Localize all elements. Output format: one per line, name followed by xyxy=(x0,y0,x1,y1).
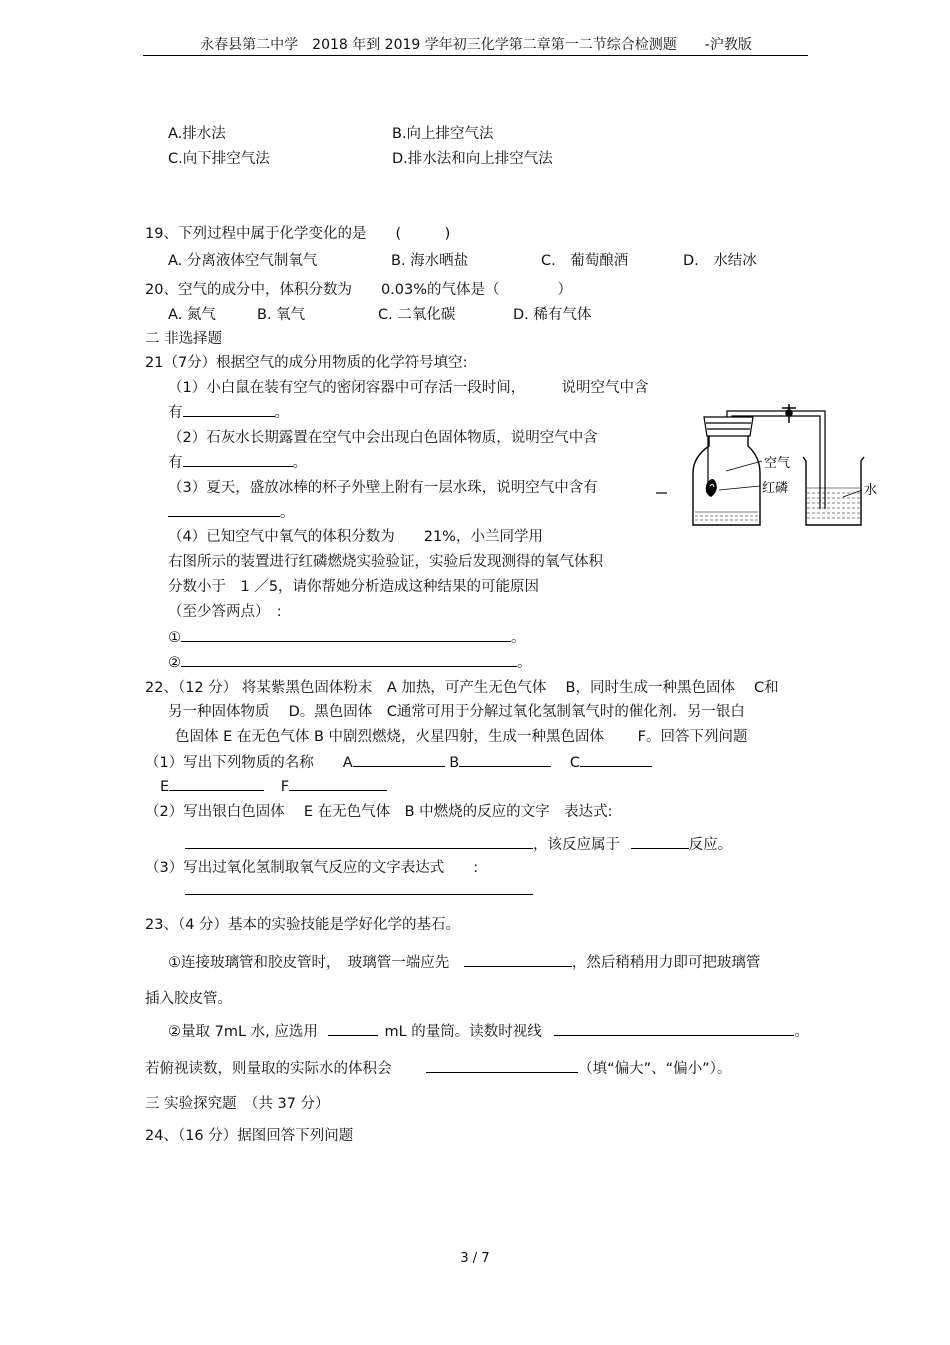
q20-stem: 20、空气的成分中，体积分数为 0.03%的气体是（ ） xyxy=(145,282,573,298)
q18-option-a: A.排水法 xyxy=(168,126,226,142)
q19-option-b: B. 海水晒盐 xyxy=(391,253,469,269)
q22-sub3-answer-line xyxy=(185,880,533,899)
q22-blank-a[interactable] xyxy=(353,752,445,767)
q23-part3: 若俯视读数，则量取的实际水的体积会 （填“偏大”、“偏小”）。 xyxy=(145,1057,731,1078)
q22-sub3: （3）写出过氧化氢制取氧气反应的文字表达式 : xyxy=(145,860,479,876)
q18-option-c: C.向下排空气法 xyxy=(168,151,270,167)
q22-blank-e[interactable] xyxy=(169,776,264,791)
label-air: 空气 xyxy=(764,456,791,471)
q21-part3-answer-line: 。 xyxy=(168,501,295,522)
air-label-pointer xyxy=(726,461,762,471)
beaker-water xyxy=(807,488,860,518)
q22-h2o2-blank[interactable] xyxy=(185,880,533,895)
q21-reason-1-blank[interactable] xyxy=(181,627,511,642)
q21-part2: （2）石灰水长期露置在空气中会出现白色固体物质，说明空气中含 xyxy=(168,430,598,446)
q21-reason-2-blank[interactable] xyxy=(181,652,517,667)
q21-part4-line3: 分数小于 1 ／5，请你帮她分析造成这种结果的可能原因 xyxy=(168,579,540,595)
q22-blank-c[interactable] xyxy=(580,752,652,767)
q22-sub1-line2: E F xyxy=(160,776,387,795)
section-2-heading: 二 非选择题 xyxy=(145,331,223,347)
q21-stem: 21（7分）根据空气的成分用物质的化学符号填空: xyxy=(145,355,468,371)
q22-sub2: （2）写出银白色固体 E 在无色气体 B 中燃烧的反应的文字 表达式: xyxy=(145,804,613,820)
page-number: 3 / 7 xyxy=(460,1251,490,1266)
q18-option-d: D.排水法和向上排空气法 xyxy=(392,151,553,167)
label-red-phosphorus: 红磷 xyxy=(762,481,789,496)
q23-blank-1[interactable] xyxy=(464,952,572,967)
q22-reaction-type-blank[interactable] xyxy=(631,834,689,849)
q21-part2-answer-line: 有 。 xyxy=(168,451,307,472)
q24-stem: 24、（16 分）据图回答下列问题 xyxy=(145,1128,354,1144)
q23-blank-cylinder[interactable] xyxy=(328,1021,378,1036)
page-header: 永春县第二中学 2018 年到 2019 学年初三化学第二章第一二节综合检测题 -沪教版 xyxy=(200,37,752,53)
clamp xyxy=(782,404,796,423)
q18-option-b: B.向上排空气法 xyxy=(392,126,494,142)
red-phosphorus-apparatus-figure xyxy=(653,387,893,537)
q22-reaction-blank[interactable] xyxy=(185,834,533,849)
q20-option-c: C. 二氧化碳 xyxy=(378,307,456,323)
header-rule xyxy=(143,55,808,56)
burning-phosphorus-icon xyxy=(706,479,717,497)
q19-option-c: C. 葡萄酿酒 xyxy=(541,253,629,269)
q22-line2: 另一种固体物质 D。黑色固体 C通常可用于分解过氧化氢制氧气时的催化剂．另一银白 xyxy=(168,704,745,720)
q20-option-b: B. 氧气 xyxy=(257,307,306,323)
q23-part1: ①连接玻璃管和胶皮管时， 玻璃管一端应先 ，然后稍稍用力即可把玻璃管 xyxy=(168,951,760,972)
q21-blank-3[interactable] xyxy=(168,502,280,517)
q23-stem: 23、（4 分）基本的实验技能是学好化学的基石。 xyxy=(145,917,461,933)
q19-option-d: D. 水结冰 xyxy=(683,253,757,269)
section-3-heading: 三 实验探究题 （共 37 分） xyxy=(145,1096,330,1112)
q19-stem: 19、下列过程中属于化学变化的是 ( ) xyxy=(145,226,451,242)
q23-blank-sightline[interactable] xyxy=(554,1021,794,1036)
q22-sub1: （1）写出下列物质的名称 A B C xyxy=(145,751,652,772)
q21-blank-2[interactable] xyxy=(183,452,293,467)
q22-blank-b[interactable] xyxy=(459,752,551,767)
bottle-water xyxy=(695,512,758,520)
q22-line1: 22、（12 分） 将某紫黑色固体粉末 A 加热，可产生无色气体 B，同时生成一种黑色固体 C和 xyxy=(145,680,779,696)
q21-part1-answer-line: 有 。 xyxy=(168,401,289,422)
q22-line3: 色固体 E 在无色气体 B 中剧烈燃烧，火星四射，生成一种黑色固体 F。回答下列问题 xyxy=(175,729,748,745)
q23-blank-volume[interactable] xyxy=(426,1058,578,1073)
water-label-pointer xyxy=(843,490,862,497)
q20-option-a: A. 氮气 xyxy=(168,307,216,323)
q21-blank-1[interactable] xyxy=(183,402,275,417)
q23-part1-cont: 插入胶皮管。 xyxy=(145,991,232,1007)
label-water: 水 xyxy=(864,483,878,498)
q22-sub2-answer-line: ，该反应属于 反应。 xyxy=(185,833,732,854)
q21-part1: （1）小白鼠在装有空气的密闭容器中可存活一段时间， 说明空气中含 xyxy=(168,380,649,396)
phosphorus-label-pointer xyxy=(719,486,760,490)
q21-part4-line2: 右图所示的装置进行红磷燃烧实验验证，实验后发现测得的氧气体积 xyxy=(168,554,603,570)
q20-option-d: D. 稀有气体 xyxy=(513,307,592,323)
q23-part2: ②量取 7mL 水, 应选用 mL 的量筒。读数时视线 。 xyxy=(168,1020,809,1041)
gas-collecting-bottle xyxy=(693,436,760,525)
q21-part4-line4: （至少答两点） : xyxy=(168,604,282,620)
q21-reason-1: ① 。 xyxy=(168,626,526,647)
beaker xyxy=(803,457,864,525)
q21-part4-line1: （4）已知空气中氧气的体积分数为 21%，小兰同学用 xyxy=(168,529,543,545)
rubber-stopper xyxy=(704,417,753,436)
q21-part3: （3）夏天，盛放冰棒的杯子外壁上附有一层水珠，说明空气中含有 xyxy=(168,480,598,496)
q21-reason-2: ② 。 xyxy=(168,651,532,672)
q19-option-a: A. 分离液体空气制氧气 xyxy=(168,253,318,269)
q22-blank-f[interactable] xyxy=(289,776,387,791)
